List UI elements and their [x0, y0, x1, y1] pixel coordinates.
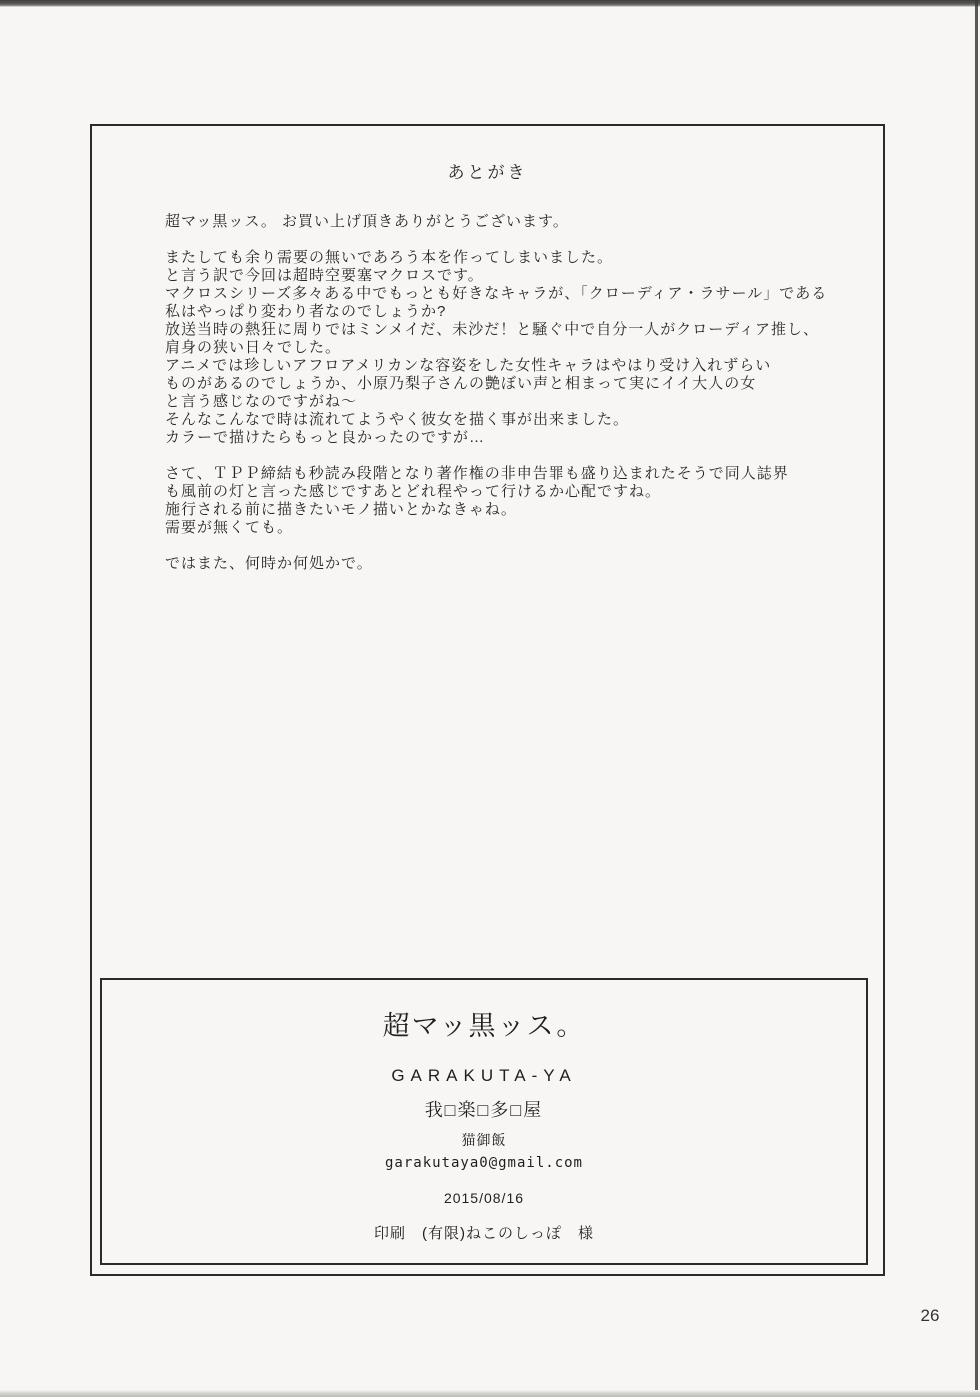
afterword-line: さて、ＴＰＰ締結も秒読み段階となり著作権の非申告罪も盛り込まれたそうで同人誌界 [165, 465, 789, 482]
afterword-line: と言う訳で今回は超時空要塞マクロスです。 [165, 267, 484, 284]
afterword-line: 肩身の狭い日々でした。 [165, 339, 342, 356]
afterword-line: 私はやっぱり変わり者なのでしょうか? [165, 303, 447, 320]
afterword-line: も風前の灯と言った感じですあとどれ程やって行けるか心配ですね。 [165, 483, 662, 500]
scan-edge-bottom [0, 1390, 980, 1397]
afterword-line: アニメでは珍しいアフロアメリカンな容姿をした女性キャラはやはり受け入れずらい [165, 357, 772, 374]
scan-edge-right [975, 0, 978, 1397]
circle-name-latin: GARAKUTA-YA [391, 1066, 577, 1085]
afterword-line [165, 231, 865, 249]
afterword-line: またしても余り需要の無いであろう本を作ってしまいました。 [165, 249, 614, 266]
scan-edge-top [0, 0, 980, 7]
afterword-line [165, 537, 865, 555]
afterword-line: そんなこんなで時は流れてようやく彼女を描く事が出来ました。 [165, 411, 630, 428]
circle-name-jp: 我□楽□多□屋 [424, 1100, 544, 1120]
email-address: garakutaya0@gmail.com [384, 1155, 583, 1171]
author-name: 猫御飯 [461, 1132, 507, 1148]
afterword-title: あとがき [447, 163, 528, 182]
afterword-text [165, 213, 865, 573]
afterword-line: マクロスシリーズ多々ある中でもっとも好きなキャラが、「クローディア・ラサール」である [165, 285, 828, 302]
afterword-line: 施行される前に描きたいモノ描いとかなきゃね。 [165, 501, 517, 518]
publication-date: 2015/08/16 [443, 1190, 525, 1206]
afterword-line: 需要が無くても。 [165, 519, 294, 536]
printer-credit: 印刷 (有限)ねこのしっぽ 様 [374, 1225, 594, 1242]
afterword-line: 超マッ黒ッス。 お買い上げ頂きありがとうございます。 [165, 213, 569, 230]
afterword-line: と言う感じなのですがね〜 [165, 393, 358, 410]
page-number: 26 [920, 1306, 940, 1325]
book-title: 超マッ黒ッス。 [382, 1011, 586, 1041]
afterword-line: ものがあるのでしょうか、小原乃梨子さんの艶ぼい声と相まって実にイイ大人の女 [165, 375, 757, 392]
colophon-box [100, 978, 868, 1265]
afterword-line: カラーで描けたらもっと良かったのですが… [165, 429, 486, 446]
afterword-line: 放送当時の熱狂に周りではミンメイだ、未沙だ！と騒ぐ中で自分一人がクローディア推し、 [165, 321, 820, 338]
afterword-line [165, 447, 865, 465]
afterword-line: ではまた、何時か何処かで。 [165, 555, 373, 572]
